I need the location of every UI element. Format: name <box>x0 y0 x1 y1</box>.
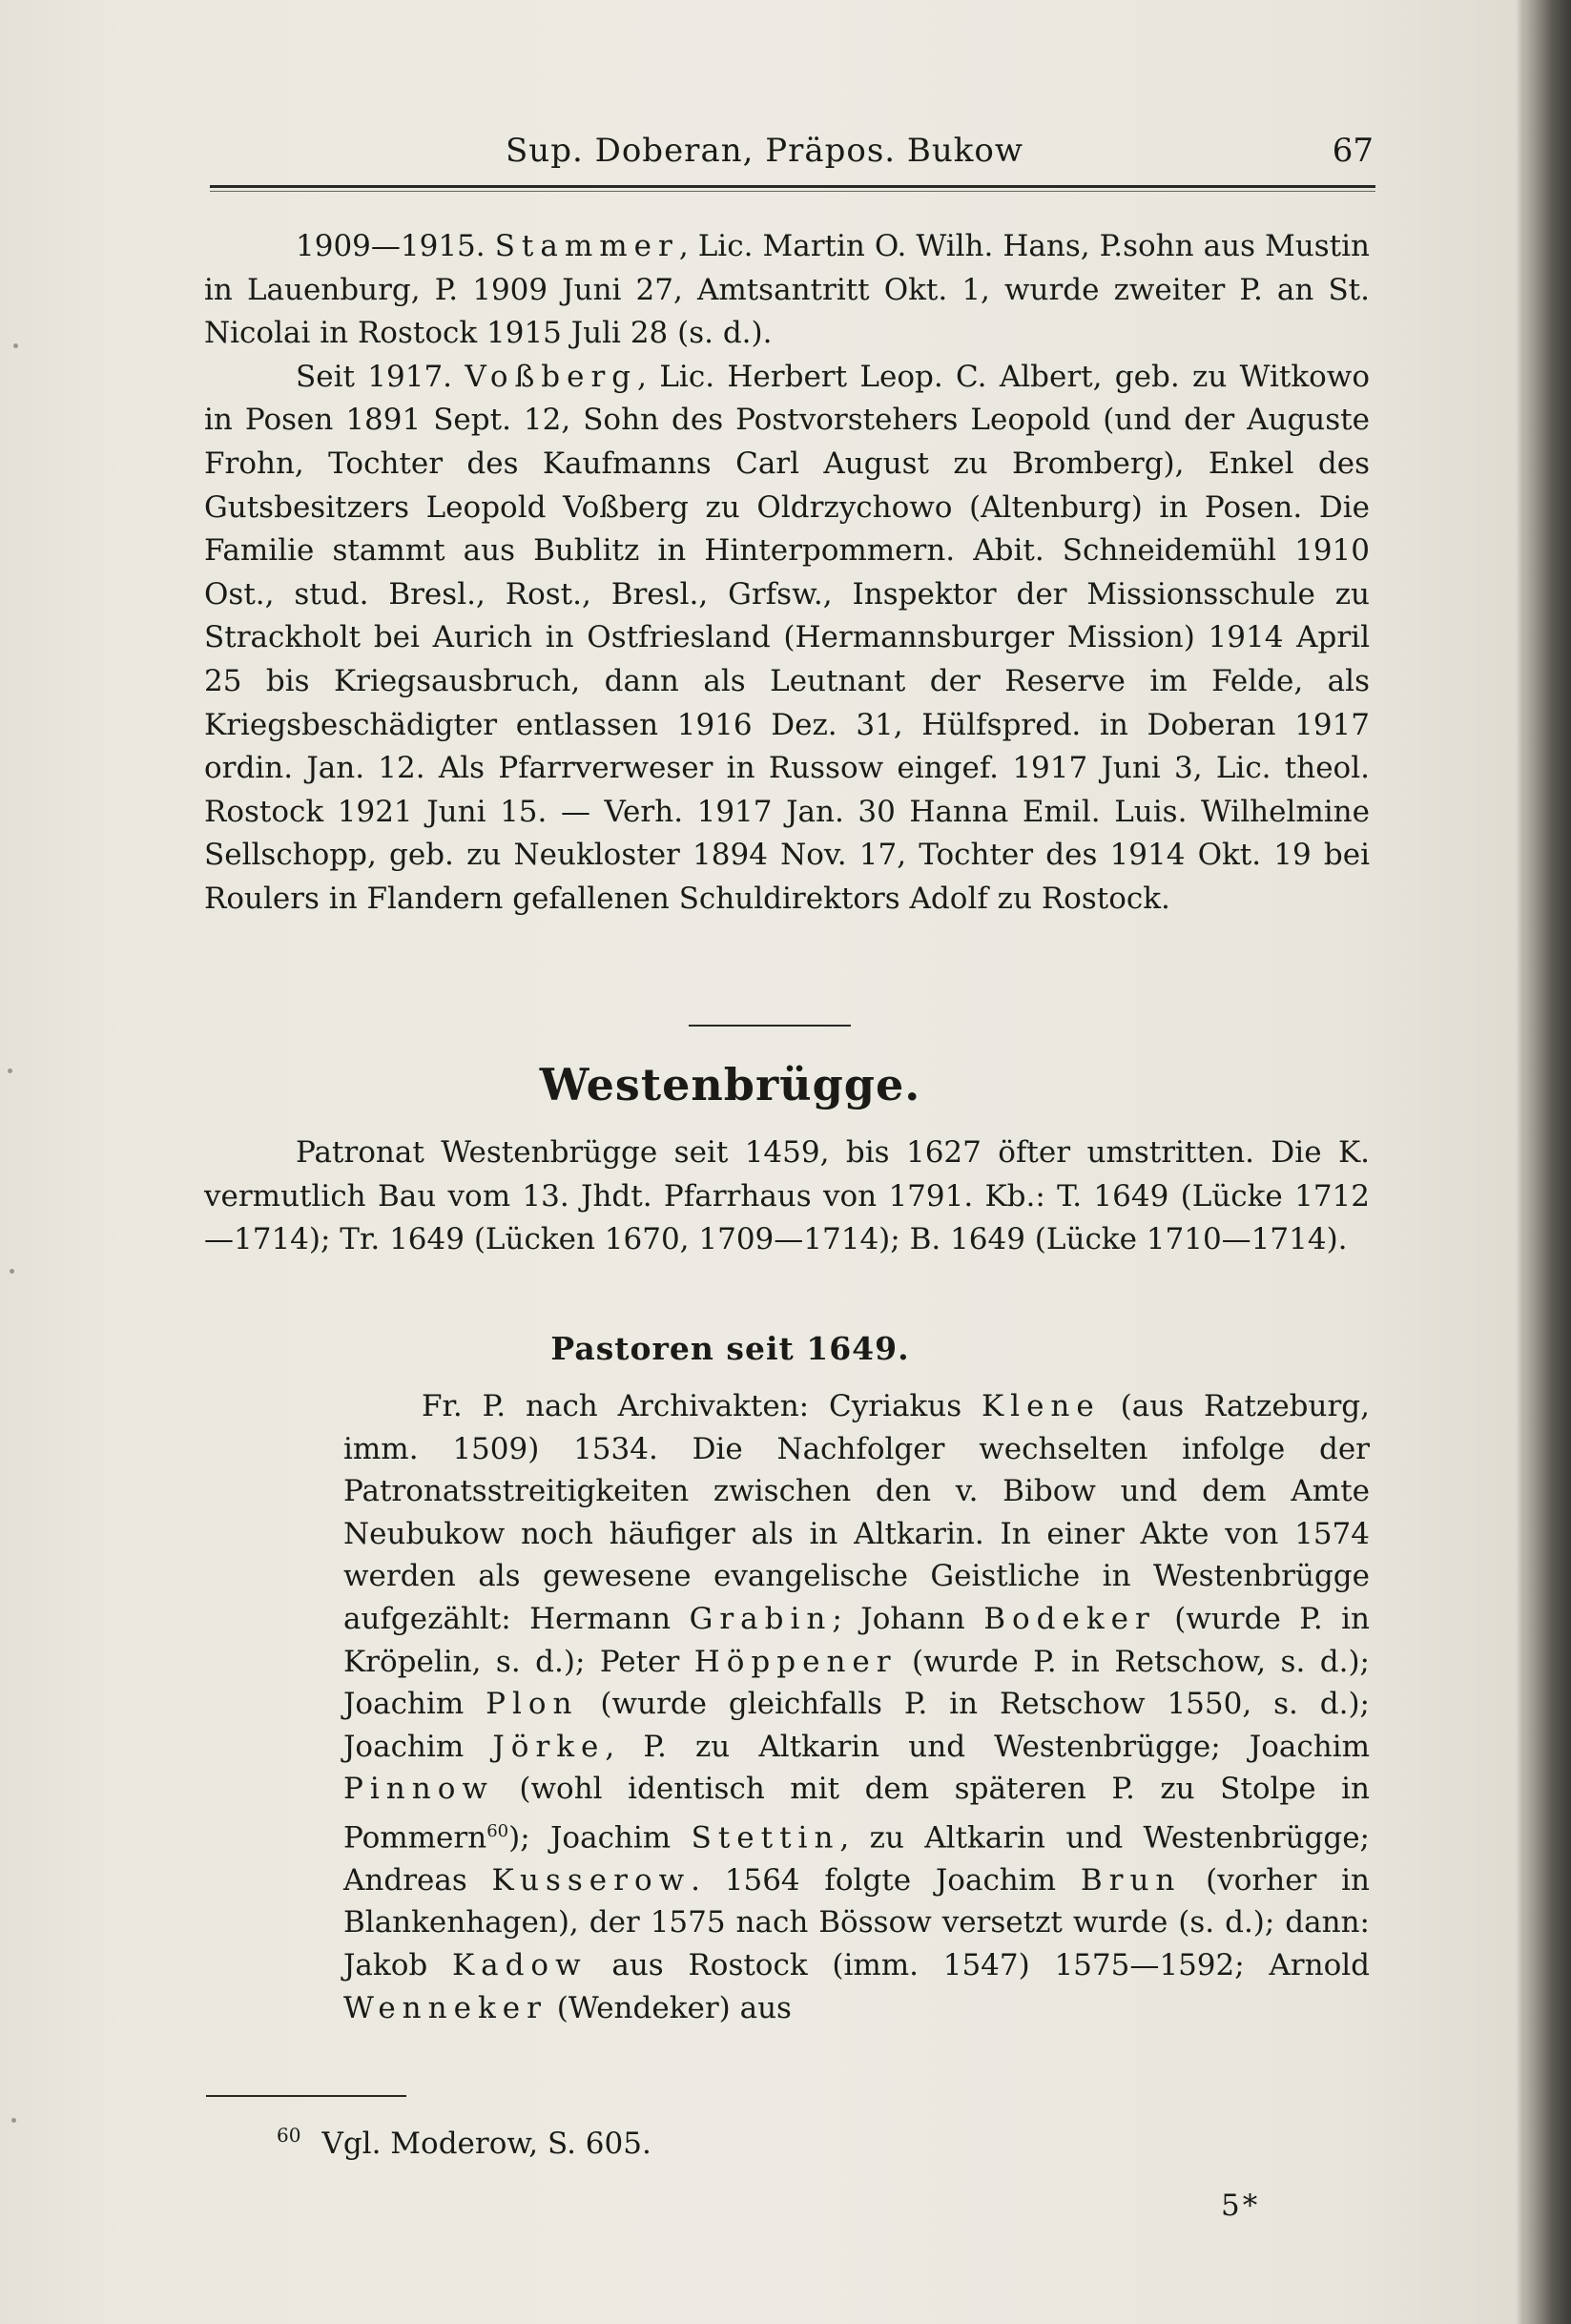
pastor-surname: Klene <box>982 1389 1101 1423</box>
running-header <box>210 132 1374 185</box>
printer-signature: 5* <box>1221 2189 1261 2223</box>
section-divider <box>689 1025 851 1027</box>
entry-dates: 1909—1915. <box>296 229 486 263</box>
paper-speck <box>11 2118 16 2123</box>
page-number: 67 <box>1332 132 1374 170</box>
paper-speck <box>10 1269 14 1274</box>
entry-dates: Seit 1917. <box>296 359 453 394</box>
pastor-surname: Jörke <box>492 1729 606 1764</box>
pastor-surname: Kusserow <box>491 1862 692 1898</box>
footnote-number: 60 <box>277 2124 301 2147</box>
pastor-surname: Grabin <box>689 1601 833 1636</box>
pastor-surname: Voßberg <box>465 359 638 394</box>
entry-vossberg <box>204 356 1370 922</box>
entry-text: , Lic. Herbert Leop. C. Albert, geb. zu Witkowo in Posen 1891 Sept. 12, Sohn des Postvorstehers Leopold (und der Auguste Frohn, Tochter des Kaufmanns Carl August zu Bromberg), Enkel des Gutsbesitzers Leopold Voßberg zu Oldrzychowo (Altenburg) in Posen. Die Familie stammt aus Bublitz in Hinterpommern. Abit. Schneidemühl 1910 Ost., stud. Bresl., Rost., Bresl., Grfsw., Inspektor der Missionsschule zu Strackholt bei Aurich in Ostfriesland (Hermannsburger Mission) 1914 April 25 bis Kriegsausbruch, dann als Leutnant der Reserve im Felde, als Kriegsbeschädigter entlassen 1916 Dez. 31, Hülfspred. in Doberan 1917 ordin. Jan. 12. Als Pfarrverweser in Russow eingef. 1917 Juni 3, Lic. theol. Rostock 1921 Juni 15. — Verh. 1917 Jan. 30 Hanna Emil. Luis. Wilhelmine Sellschopp, geb. zu Neukloster 1894 Nov. 17, Tochter des 1914 Okt. 19 bei Roulers in Flandern gefallenen Schuldirektors Adolf zu Rostock. <box>204 359 1370 916</box>
footnote-text: Vgl. Moderow, S. 605. <box>321 2127 651 2161</box>
footnote-reference: 60 <box>486 1820 509 1841</box>
parish-paragraph: Patronat Westenbrügge seit 1459, bis 1627 öfter umstritten. Die K. vermutlich Bau vom 13. Jhdt. Pfarrhaus von 1791. Kb.: T. 1649 (Lücke 1712—1714); Tr. 1649 (Lücken 1670, 1709—1714); B. 1649 (Lücke 1710—1714). <box>204 1135 1370 1257</box>
footnote-rule <box>206 2095 406 2097</box>
pastor-surname: Stammer <box>494 229 679 263</box>
section-title: Westenbrügge. <box>539 1059 921 1110</box>
pastor-entries <box>204 225 1370 922</box>
pastor-surname: Stettin <box>691 1820 840 1856</box>
pastor-surname: Pinnow <box>343 1772 494 1807</box>
header-rule <box>210 185 1375 188</box>
header-rule-thin <box>210 191 1375 192</box>
pastor-surname: Plon <box>486 1687 579 1722</box>
book-spine-shadow <box>1524 0 1571 2324</box>
page-edge <box>1517 0 1524 2324</box>
footnote <box>277 2124 651 2161</box>
entry-stammer <box>204 225 1370 356</box>
running-header-title: Sup. Doberan, Präpos. Bukow <box>506 132 1023 170</box>
pastor-surname: Wenneker <box>343 1990 548 2025</box>
early-pastors-paragraph: Fr. P. nach Archivakten: Cyriakus Klene (aus Ratzeburg, imm. 1509) 1534. Die Nachfolger wechselten infolge der Patronatsstreitigkeiten zwischen den v. Bibow und dem Amte Neubukow noch häufiger als in Altkarin. In einer Akte von 1574 werden als gewesene evangelische Geistliche in Westenbrügge aufgezählt: Hermann Grabin; Johann Bodeker (wurde P. in Kröpelin, s. d.); Peter Höppener (wurde P. in Retschow, s. d.); Joachim Plon (wurde gleichfalls P. in Retschow 1550, s. d.); Joachim Jörke, P. zu Altkarin und Westenbrügge; Joachim Pinnow (wohl identisch mit dem späteren P. zu Stolpe in Pommern$^{60}$); Joachim Stettin, zu Altkarin und Westenbrügge; Andreas Kusserow. 1564 folgte Joachim Brun (vorher in Blankenhagen), der 1575 nach Bössow versetzt wurde (s. d.); dann: Jakob Kadow aus Rostock (imm. 1547) 1575—1592; Arnold Wenneker (Wendeker) aus <box>343 1389 1371 2025</box>
paper-speck <box>13 343 18 348</box>
parish-description <box>204 1131 1370 1262</box>
paper-speck <box>8 1069 12 1073</box>
early-pastors-text <box>343 1385 1370 2029</box>
entry-text: , Lic. Martin O. Wilh. Hans, P.sohn aus Mustin in Lauenburg, P. 1909 Juni 27, Amtsantritt Okt. 1, wurde zweiter P. an St. Nicolai in Rostock 1915 Juli 28 (s. d.). <box>204 229 1371 351</box>
pastor-surname: Brun <box>1080 1862 1182 1898</box>
pastor-surname: Höppener <box>693 1644 898 1679</box>
subsection-title: Pastoren seit 1649. <box>550 1330 910 1367</box>
pastor-surname: Bodeker <box>983 1601 1156 1636</box>
pastor-surname: Kadow <box>451 1948 588 1983</box>
